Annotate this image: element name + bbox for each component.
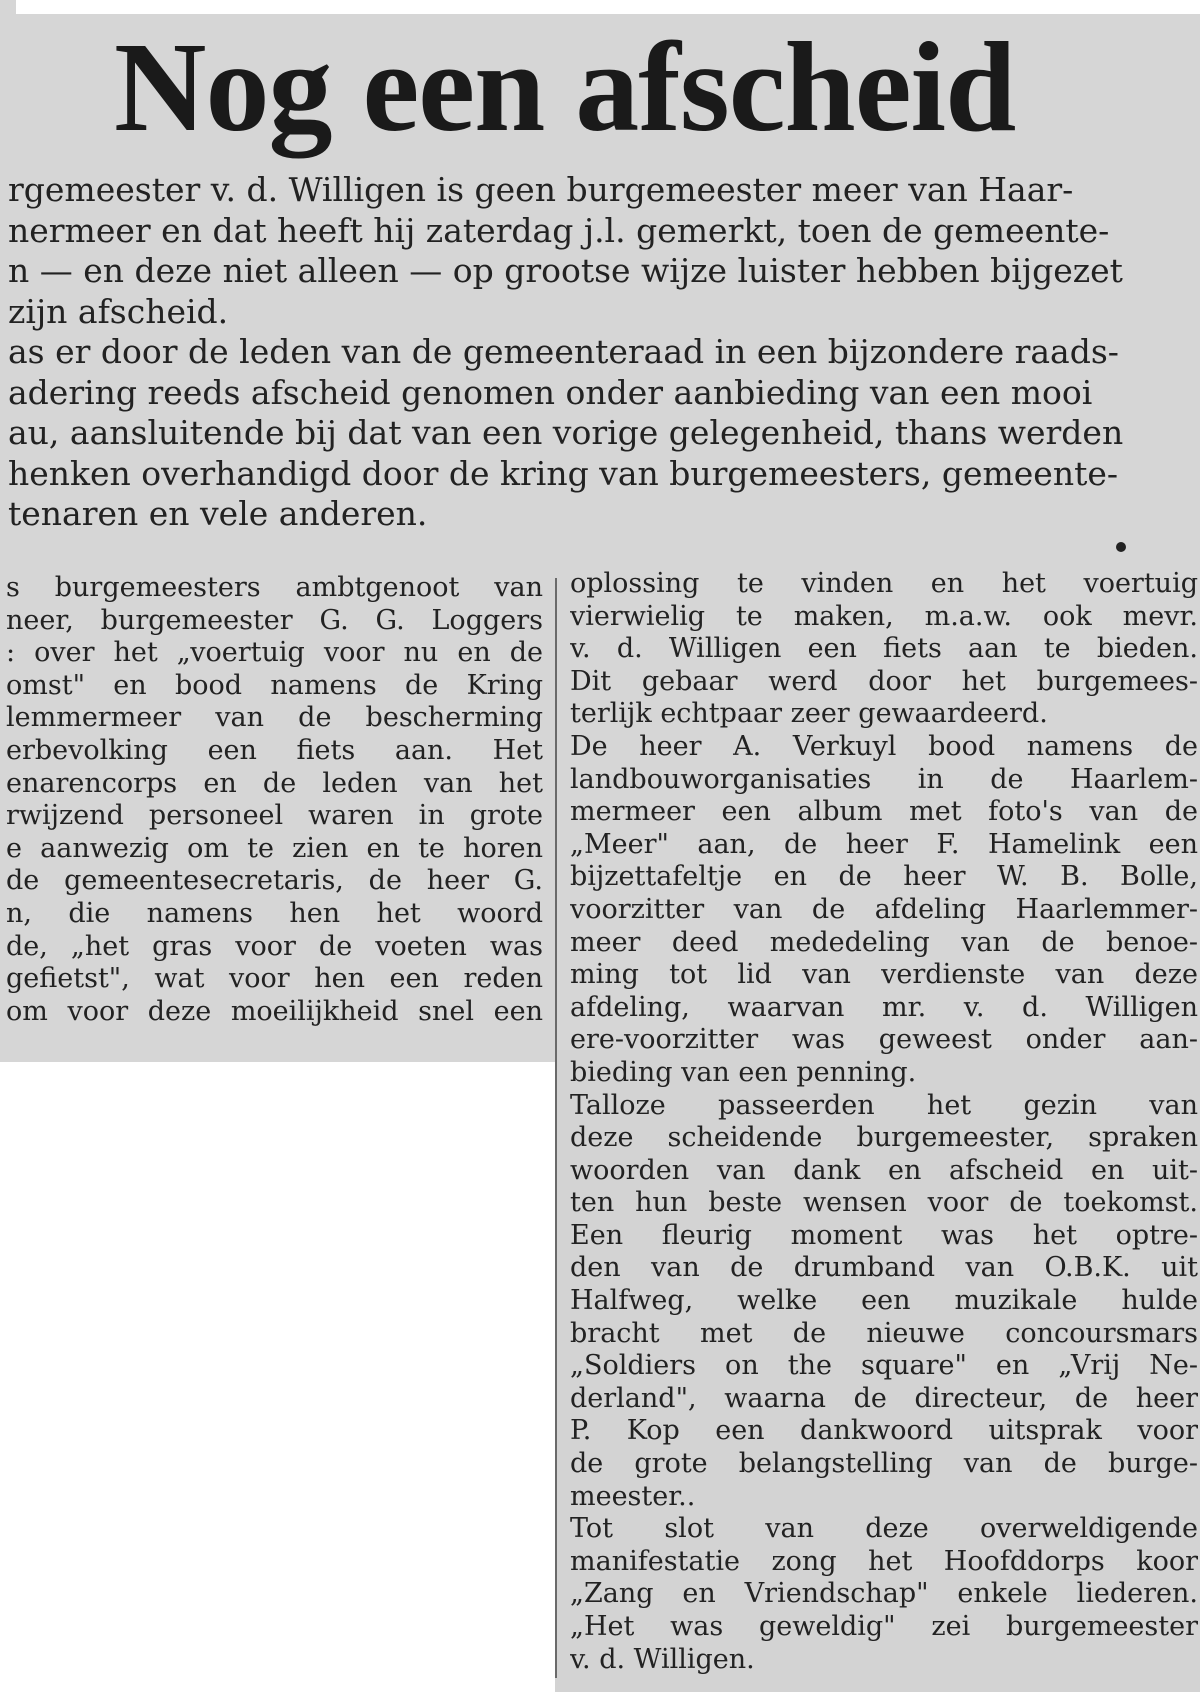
lead-line: au, aansluitende bij dat van een vorige gelegenheid, thans werden [8, 413, 1124, 452]
cut-out-area [0, 1062, 555, 1692]
column-line: erbevolking een fiets aan. Het [6, 734, 543, 766]
column-line: de grote belangstelling van de burge- [570, 1448, 1198, 1480]
column-line: derland", waarna de directeur, de heer [570, 1382, 1198, 1414]
column-line: terlijk echtpaar zeer gewaardeerd. [570, 698, 1048, 730]
column-line: voorzitter van de afdeling Haarlemmer- [570, 893, 1198, 925]
lead-line: zijn afscheid. [8, 291, 229, 331]
lead-line: as er door de leden van de gemeenteraad in een bijzondere raads- [8, 332, 1119, 371]
column-line: n, die namens hen het woord [6, 897, 543, 929]
column-line: ere-voorzitter was geweest onder aan- [570, 1024, 1198, 1056]
lead-line: adering reeds afscheid genomen onder aanbieding van een mooi [8, 372, 1093, 412]
column-line: om voor deze moeilijkheid snel een [6, 995, 543, 1027]
column-line: de gemeentesecretaris, de heer G. [6, 865, 543, 897]
column-line: meer deed mededeling van de benoe- [570, 926, 1198, 958]
column-divider [555, 578, 557, 1678]
column-line: vierwielig te maken, m.a.w. ook mevr. [570, 600, 1198, 632]
column-line: „Het was geweldig" zei burgemeester [570, 1611, 1198, 1642]
column-line: landbouworganisaties in de Haarlem- [570, 763, 1198, 795]
column-line: ten hun beste wensen voor de toekomst. [570, 1187, 1198, 1219]
headline: Nog een afscheid [114, 16, 1016, 158]
column-line: enarencorps en de leden van het [6, 767, 543, 799]
column-line: bracht met de nieuwe concoursmars [570, 1317, 1198, 1349]
lead-line: henken overhandigd door de kring van burgemeesters, gemeente- [8, 453, 1119, 493]
column-line: neer, burgemeester G. G. Loggers [6, 604, 543, 636]
column-line: s burgemeesters ambtgenoot van [6, 572, 543, 603]
lead-line: rgemeester v. d. Willigen is geen burgemeester meer van Haar- [8, 170, 1074, 209]
column-line: De heer A. Verkuyl bood namens de [570, 730, 1198, 762]
column-line: gefietst", wat voor hen een reden [6, 963, 543, 995]
column-line: lemmermeer van de bescherming [6, 702, 543, 734]
right-column [570, 568, 1198, 1676]
column-line: : over het „voertuig voor nu en de [6, 637, 543, 669]
column-line: „Meer" aan, de heer F. Hamelink een [570, 828, 1198, 860]
column-line: manifestatie zong het Hoofddorps koor [570, 1545, 1198, 1577]
column-line: „Zang en Vriendschap" enkele liederen. [570, 1578, 1198, 1610]
column-line: Halfweg, welke een muzikale hulde [570, 1285, 1198, 1317]
column-line: mermeer een album met foto's van de [570, 796, 1198, 828]
column-line: v. d. Willigen een fiets aan te bieden. [570, 633, 1198, 665]
left-column [6, 572, 543, 1028]
column-line: de, „het gras voor de voeten was [6, 930, 543, 962]
lead-line: n — en deze niet alleen — op grootse wijze luister hebben bijgezet [8, 251, 1123, 290]
lead-line: nermeer en dat heeft hij zaterdag j.l. gemerkt, toen de gemeente- [8, 210, 1110, 250]
column-line: Tot slot van deze overweldigende [570, 1513, 1198, 1545]
column-line: omst" en bood namens de Kring [6, 669, 543, 701]
lead-paragraph [8, 170, 1196, 535]
column-line: e aanwezig om te zien en te horen [6, 832, 543, 864]
column-line: deze scheidende burgemeester, spraken [570, 1122, 1198, 1154]
column-line: v. d. Willigen. [570, 1643, 755, 1675]
column-line: meester.. [570, 1480, 696, 1512]
column-line: „Soldiers on the square" en „Vrij Ne- [570, 1350, 1198, 1382]
column-line: ming tot lid van verdienste van deze [570, 959, 1198, 991]
column-line: P. Kop een dankwoord uitsprak voor [570, 1415, 1198, 1447]
column-line: Een fleurig moment was het optre- [570, 1219, 1198, 1251]
column-line: bijzettafeltje en de heer W. B. Bolle, [570, 861, 1198, 893]
column-line: Talloze passeerden het gezin van [570, 1089, 1198, 1121]
column-line: rwijzend personeel waren in grote [6, 800, 543, 832]
column-line: oplossing te vinden en het voertuig [570, 568, 1198, 599]
column-line: bieding van een penning. [570, 1056, 917, 1088]
column-line: woorden van dank en afscheid en uit- [570, 1154, 1198, 1186]
column-line: Dit gebaar werd door het burgemees- [570, 665, 1198, 697]
column-line: afdeling, waarvan mr. v. d. Willigen [570, 991, 1198, 1023]
column-line: den van de drumband van O.B.K. uit [570, 1252, 1198, 1284]
bullet-mark [1116, 542, 1126, 552]
lead-line: tenaren en vele anderen. [8, 494, 428, 533]
